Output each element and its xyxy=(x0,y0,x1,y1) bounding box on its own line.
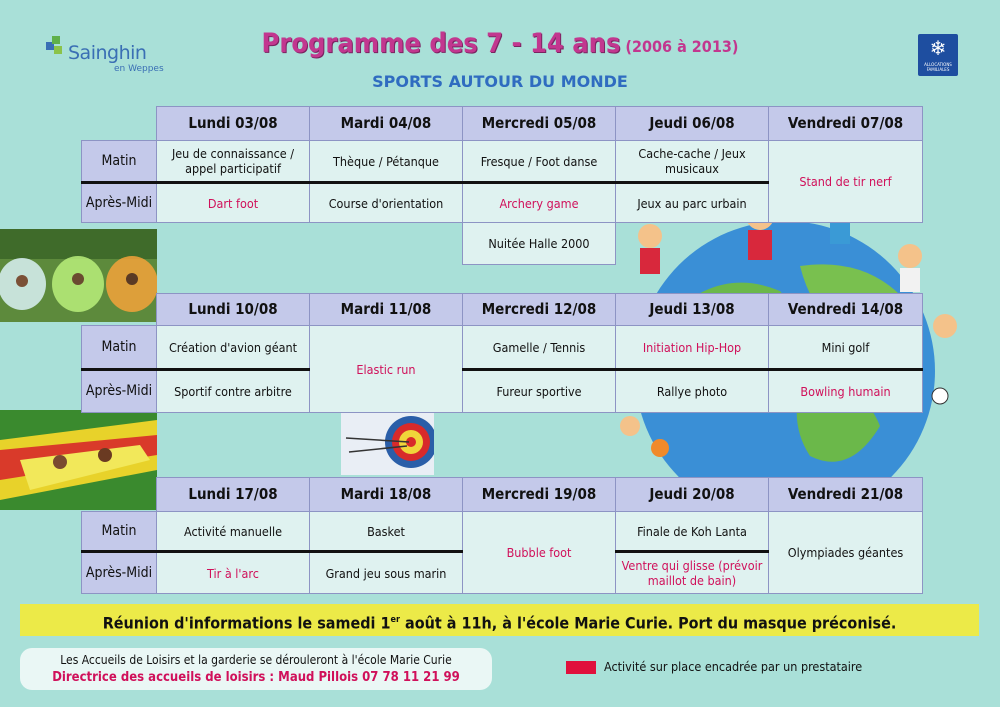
week2-day-5: Vendredi 14/08 xyxy=(769,294,923,326)
week3-day-1: Lundi 17/08 xyxy=(157,478,310,512)
activity-cell: Fresque / Foot danse xyxy=(463,141,616,183)
activity-cell: Initiation Hip-Hop xyxy=(616,326,769,370)
activity-cell: Jeu de connaissance / appel participatif xyxy=(157,141,310,183)
week2-day-2: Mardi 11/08 xyxy=(310,294,463,326)
caf-logo xyxy=(918,34,958,76)
week3-table xyxy=(81,477,923,594)
activity-cell: Nuitée Halle 2000 xyxy=(463,223,616,265)
week3-day-5: Vendredi 21/08 xyxy=(769,478,923,512)
week2-day-3: Mercredi 12/08 xyxy=(463,294,616,326)
week3-day-2: Mardi 18/08 xyxy=(310,478,463,512)
caf-text: ALLOCATIONS FAMILIALES xyxy=(924,62,952,72)
activity-cell: Stand de tir nerf xyxy=(769,141,923,223)
activity-cell: Archery game xyxy=(463,183,616,223)
reunion-text-post: août à 11h, à l'école Marie Curie. Port du masque préconisé. xyxy=(400,613,897,633)
reunion-text-pre: Réunion d'informations le samedi 1 xyxy=(102,613,391,633)
reunion-text-sup: er xyxy=(390,615,401,625)
activity-cell: Gamelle / Tennis xyxy=(463,326,616,370)
legend-swatch xyxy=(566,661,596,674)
legend-text: Activité sur place encadrée par un prestataire xyxy=(604,659,863,674)
title-main: Programme des 7 - 14 ans xyxy=(261,28,621,59)
row-label-matin: Matin xyxy=(82,141,157,183)
week1-day-1: Lundi 03/08 xyxy=(157,107,310,141)
week2-day-4: Jeudi 13/08 xyxy=(616,294,769,326)
logo-sub: en Weppes xyxy=(114,64,164,74)
activity-cell: Bubble foot xyxy=(463,512,616,594)
activity-cell: Création d'avion géant xyxy=(157,326,310,370)
activity-cell: Grand jeu sous marin xyxy=(310,552,463,594)
info-line-1: Les Accueils de Loisirs et la garderie se dérouleront à l'école Marie Curie xyxy=(60,653,452,667)
row-label-aprem: Après-Midi xyxy=(82,370,157,413)
activity-cell: Mini golf xyxy=(769,326,923,370)
week2-table xyxy=(81,293,923,413)
caf-logo-icon: ❄ xyxy=(929,36,947,60)
row-label-matin: Matin xyxy=(82,512,157,552)
info-line-2: Directrice des accueils de loisirs : Maud Pillois 07 78 11 21 99 xyxy=(52,670,460,685)
legend xyxy=(566,659,862,674)
week3-day-4: Jeudi 20/08 xyxy=(616,478,769,512)
week1-day-3: Mercredi 05/08 xyxy=(463,107,616,141)
activity-cell: Basket xyxy=(310,512,463,552)
week2-day-1: Lundi 10/08 xyxy=(157,294,310,326)
activity-cell: Ventre qui glisse (prévoir maillot de bain) xyxy=(616,552,769,594)
logo-name: Sainghin xyxy=(68,42,147,64)
reunion-banner xyxy=(20,604,979,636)
title-years: (2006 à 2013) xyxy=(625,37,739,56)
activity-cell: Fureur sportive xyxy=(463,370,616,413)
week1-day-4: Jeudi 06/08 xyxy=(616,107,769,141)
activity-cell: Course d'orientation xyxy=(310,183,463,223)
week3-day-3: Mercredi 19/08 xyxy=(463,478,616,512)
activity-cell: Jeux au parc urbain xyxy=(616,183,769,223)
activity-cell: Elastic run xyxy=(310,326,463,413)
info-box xyxy=(20,648,492,690)
activity-cell: Sportif contre arbitre xyxy=(157,370,310,413)
week1-day-2: Mardi 04/08 xyxy=(310,107,463,141)
activity-cell: Olympiades géantes xyxy=(769,512,923,594)
activity-cell: Dart foot xyxy=(157,183,310,223)
row-label-matin: Matin xyxy=(82,326,157,370)
activity-cell: Cache-cache / Jeux musicaux xyxy=(616,141,769,183)
archery-target-photo xyxy=(341,410,434,475)
row-label-aprem: Après-Midi xyxy=(82,183,157,223)
activity-cell: Thèque / Pétanque xyxy=(310,141,463,183)
week1-table xyxy=(81,106,923,265)
week1-day-5: Vendredi 07/08 xyxy=(769,107,923,141)
activity-cell: Bowling humain xyxy=(769,370,923,413)
row-label-aprem: Après-Midi xyxy=(82,552,157,594)
page-title xyxy=(0,28,1000,59)
activity-cell: Activité manuelle xyxy=(157,512,310,552)
activity-cell: Finale de Koh Lanta xyxy=(616,512,769,552)
page-subtitle: SPORTS AUTOUR DU MONDE xyxy=(372,72,628,91)
activity-cell: Tir à l'arc xyxy=(157,552,310,594)
activity-cell: Rallye photo xyxy=(616,370,769,413)
